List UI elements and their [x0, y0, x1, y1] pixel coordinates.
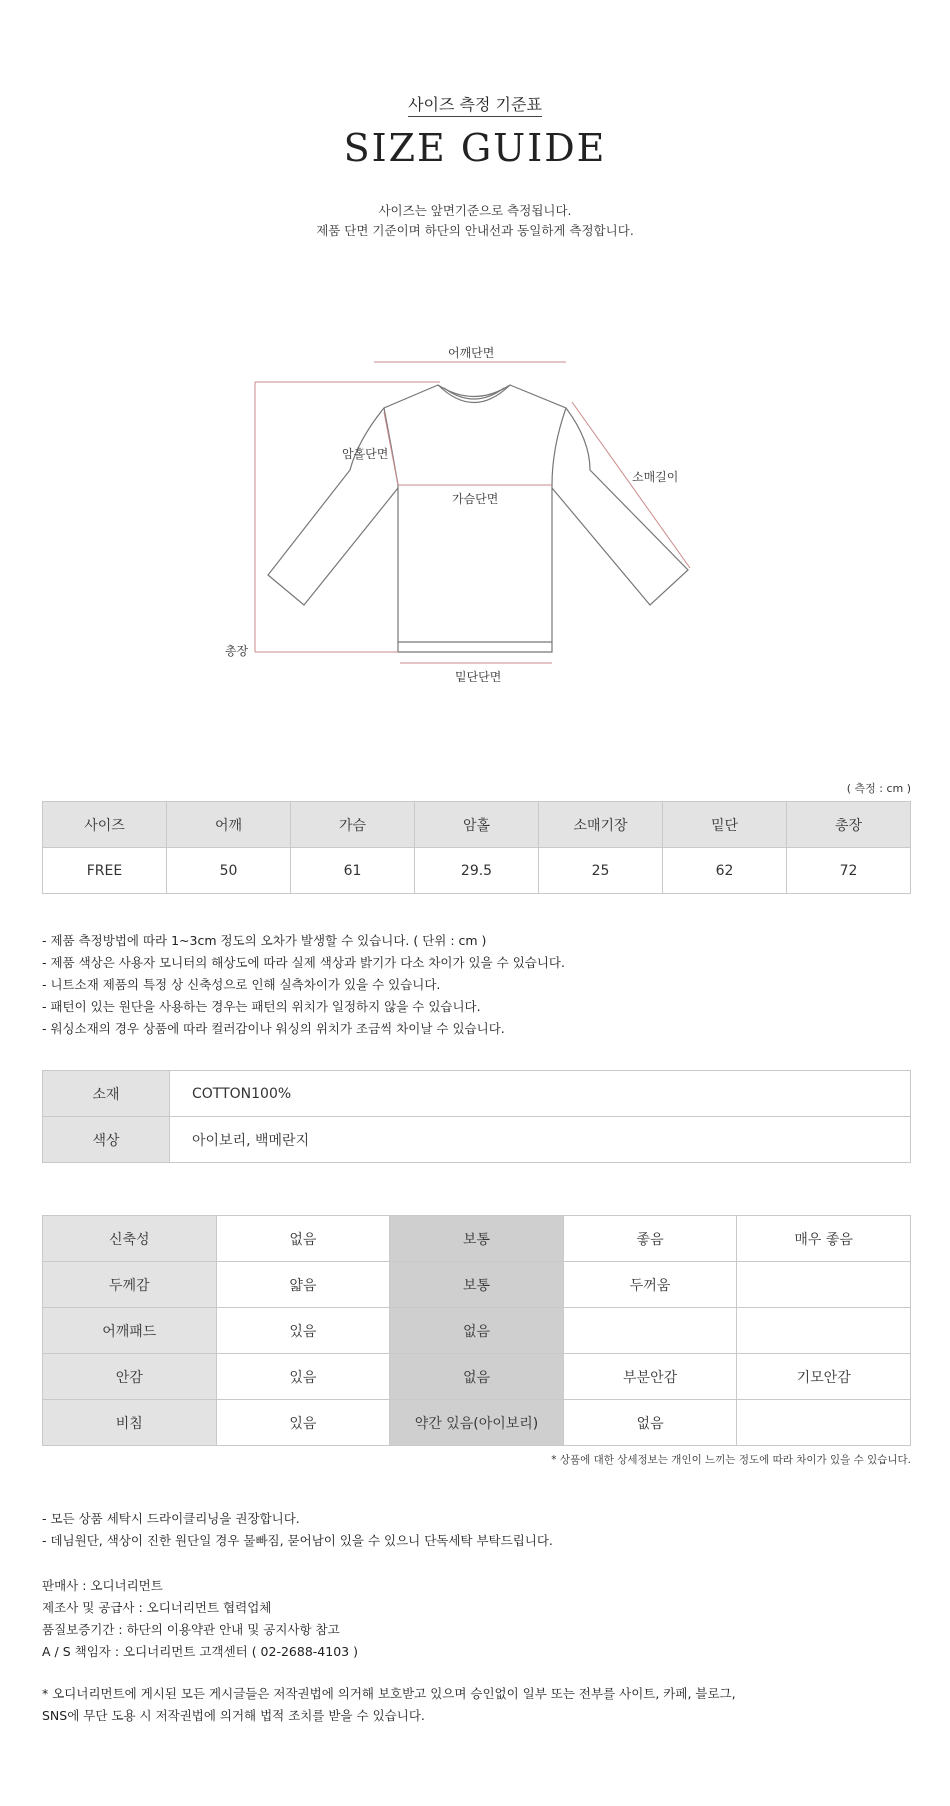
feel-cell: 얇음 [216, 1262, 390, 1308]
table-row [43, 1262, 911, 1308]
left-sleeve [268, 408, 398, 605]
intro-line-1: 사이즈는 앞면기준으로 측정됩니다. [378, 203, 572, 218]
list-item: - 니트소재 제품의 특정 상 신축성으로 인해 실측차이가 있을 수 있습니다. [42, 977, 441, 992]
fit-feel-table [42, 1215, 911, 1446]
size-table-header: 어깨 [167, 802, 291, 848]
feel-cell-selected: 보통 [390, 1216, 564, 1262]
size-guide-title: SIZE GUIDE [343, 126, 607, 170]
material-label: 소재 [43, 1071, 170, 1117]
label-hem: 밑단단면 [455, 670, 502, 684]
size-table [42, 801, 911, 894]
feel-cell: 없음 [216, 1216, 390, 1262]
feel-cell [737, 1400, 911, 1446]
feel-cell: 매우 좋음 [737, 1216, 911, 1262]
list-item: - 패턴이 있는 원단을 사용하는 경우는 패턴의 위치가 일정하지 않을 수 있습니다. [42, 999, 481, 1014]
size-table-cell: 72 [787, 848, 911, 894]
feel-row-label: 비침 [43, 1400, 217, 1446]
table-row [43, 1308, 911, 1354]
feel-cell-selected: 약간 있음(아이보리) [390, 1400, 564, 1446]
list-item: - 제품 측정방법에 따라 1~3cm 정도의 오차가 발생할 수 있습니다. ( 단위 : cm ) [42, 933, 487, 948]
feel-cell-selected: 없음 [390, 1354, 564, 1400]
kr-title: 사이즈 측정 기준표 [0, 92, 950, 115]
copyright-notice [42, 1683, 736, 1727]
feel-disclaimer: * 상품에 대한 상세정보는 개인이 느끼는 정도에 따라 차이가 있을 수 있습니다. [551, 1454, 911, 1466]
label-armhole: 암홀단면 [342, 447, 389, 461]
intro-line-2: 제품 단면 기준이며 하단의 안내선과 동일하게 측정합니다. [316, 223, 634, 238]
garment-collar [438, 385, 510, 403]
color-value: 아이보리, 백메란지 [170, 1117, 911, 1163]
color-label: 색상 [43, 1117, 170, 1163]
feel-row-label: 어깨패드 [43, 1308, 217, 1354]
list-item: * 오디너리먼트에 게시된 모든 게시글들은 저작권법에 의거해 보호받고 있으며 승인없이 일부 또는 전부를 사이트, 카페, 블로그, [42, 1686, 736, 1701]
label-sleeve: 소매길이 [632, 470, 679, 484]
sleeve-guide [572, 402, 690, 568]
list-item: 품질보증기간 : 하단의 이용약관 안내 및 공지사항 참고 [42, 1622, 340, 1637]
care-notes [42, 1508, 553, 1552]
list-item: SNS에 무단 도용 시 저작권법에 의거해 법적 조치를 받을 수 있습니다. [42, 1708, 425, 1723]
size-table-cell: 61 [291, 848, 415, 894]
sweatshirt-illustration [0, 330, 950, 690]
feel-cell: 없음 [563, 1400, 737, 1446]
table-row [43, 848, 911, 894]
measurement-notes [42, 930, 565, 1040]
feel-row-label: 두께감 [43, 1262, 217, 1308]
table-row [43, 1400, 911, 1446]
size-table-cell: 25 [539, 848, 663, 894]
fabric-table [42, 1070, 911, 1163]
list-item: - 모든 상품 세탁시 드라이클리닝을 권장합니다. [42, 1511, 300, 1526]
unit-note: ( 측정 : cm ) [846, 782, 911, 795]
feel-row-label: 신축성 [43, 1216, 217, 1262]
feel-cell-selected: 없음 [390, 1308, 564, 1354]
list-item: - 제품 색상은 사용자 모니터의 해상도에 따라 실제 색상과 밝기가 다소 차이가 있을 수 있습니다. [42, 955, 565, 970]
feel-cell: 있음 [216, 1308, 390, 1354]
feel-cell-selected: 보통 [390, 1262, 564, 1308]
feel-cell: 두꺼움 [563, 1262, 737, 1308]
list-item: - 워싱소재의 경우 상품에 따라 컬러감이나 워싱의 위치가 조금씩 차이날 수 있습니다. [42, 1021, 505, 1036]
table-row [43, 1071, 911, 1117]
feel-cell [737, 1262, 911, 1308]
size-table-header: 가슴 [291, 802, 415, 848]
table-row [43, 1216, 911, 1262]
garment-collar-inner [444, 388, 504, 399]
size-table-cell: FREE [43, 848, 167, 894]
feel-cell [737, 1308, 911, 1354]
material-value: COTTON100% [170, 1071, 911, 1117]
list-item: - 데님원단, 색상이 진한 원단일 경우 물빠짐, 묻어남이 있을 수 있으니 단독세탁 부탁드립니다. [42, 1533, 553, 1548]
list-item: 판매사 : 오디너리먼트 [42, 1578, 163, 1593]
table-row [43, 1354, 911, 1400]
feel-cell: 기모안감 [737, 1354, 911, 1400]
feel-cell: 부분안감 [563, 1354, 737, 1400]
feel-cell: 좋음 [563, 1216, 737, 1262]
label-shoulder: 어깨단면 [448, 346, 495, 360]
feel-row-label: 안감 [43, 1354, 217, 1400]
feel-cell: 있음 [216, 1400, 390, 1446]
label-total: 총장 [225, 644, 249, 658]
label-chest: 가슴단면 [452, 492, 499, 506]
list-item: A / S 책임자 : 오디너리먼트 고객센터 ( 02-2688-4103 ) [42, 1644, 358, 1659]
size-table-header: 암홀 [415, 802, 539, 848]
feel-cell: 있음 [216, 1354, 390, 1400]
size-table-header: 총장 [787, 802, 911, 848]
size-table-header: 밑단 [663, 802, 787, 848]
size-table-header-row [43, 802, 911, 848]
garment-outline [384, 385, 566, 652]
feel-cell [563, 1308, 737, 1354]
table-row [43, 1117, 911, 1163]
right-sleeve [552, 408, 688, 605]
seller-info [42, 1575, 358, 1663]
list-item: 제조사 및 공급사 : 오디너리먼트 협력업체 [42, 1600, 272, 1615]
size-table-header: 사이즈 [43, 802, 167, 848]
size-table-cell: 29.5 [415, 848, 539, 894]
size-table-cell: 62 [663, 848, 787, 894]
size-table-cell: 50 [167, 848, 291, 894]
garment-diagram [0, 330, 950, 690]
size-table-header: 소매기장 [539, 802, 663, 848]
